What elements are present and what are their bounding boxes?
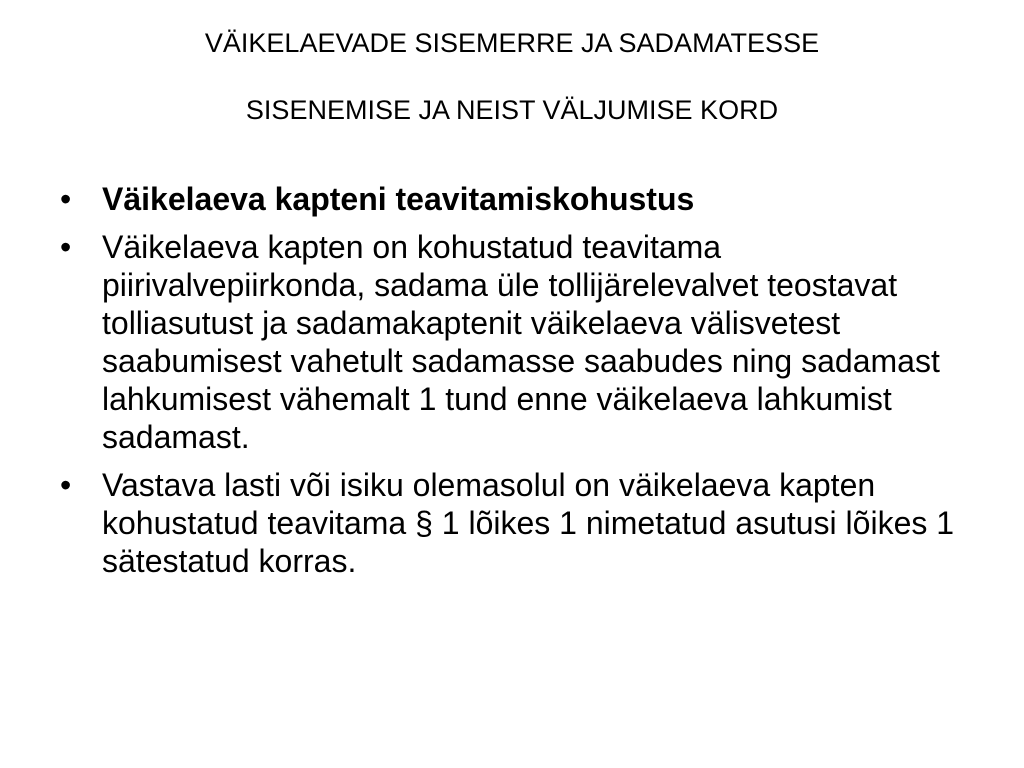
bullet-item-1	[54, 180, 974, 218]
bullet-marker: •	[60, 181, 72, 217]
bullet-marker: •	[60, 467, 72, 503]
title-line-1: VÄIKELAEVADE SISEMERRE JA SADAMATESSE	[204, 28, 820, 58]
bullet-marker: •	[60, 229, 72, 265]
bullet-item-3	[54, 466, 974, 580]
bullet-item-2	[54, 228, 974, 456]
title-line-2: SISENEMISE JA NEIST VÄLJUMISE KORD	[245, 95, 779, 125]
slide-title	[0, 30, 1024, 164]
bullet-text-heading: Väikelaeva kapteni teavitamiskohustus	[102, 181, 695, 217]
bullet-text: Väikelaeva kapten on kohustatud teavitama piirivalvepiirkonda, sadama üle tollijärelevalvet teostavat tolliasutust ja sadamakaptenit väikelaeva välisvetest saabumisest vahetult sadamasse saabudes ning sadamast lahkumisest vähemalt 1 tund enne väikelaeva lahkumist sadamast.	[102, 229, 940, 455]
bullet-list	[54, 180, 974, 590]
bullet-text: Vastava lasti või isiku olemasolul on väikelaeva kapten kohustatud teavitama § 1 lõikes 1 nimetatud asutusi lõikes 1 sätestatud korras.	[102, 467, 955, 579]
